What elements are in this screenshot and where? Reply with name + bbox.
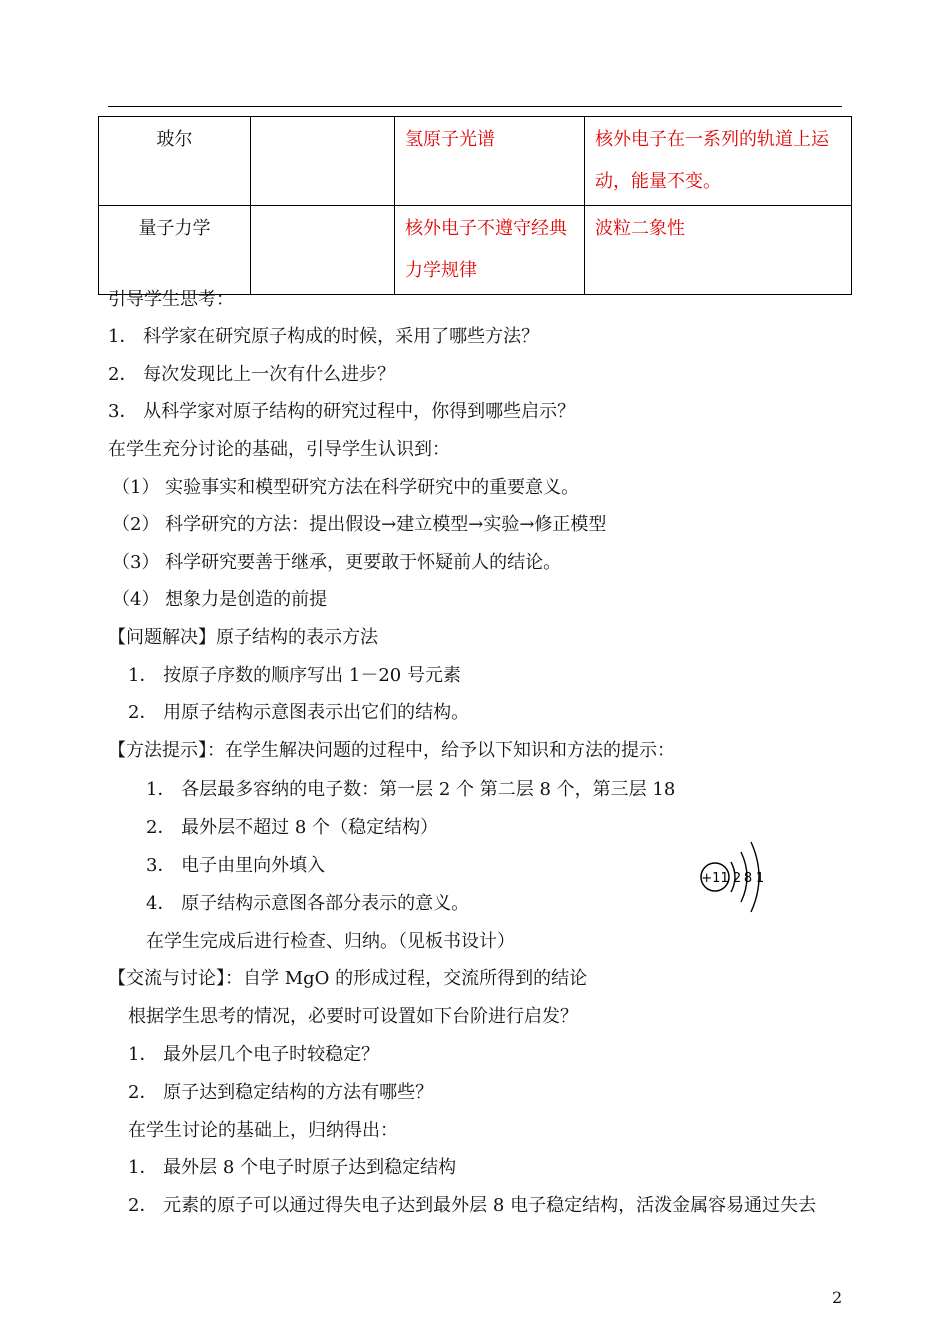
history-table (98, 116, 852, 295)
text-line: （1） 实验事实和模型研究方法在科学研究中的重要意义。 (112, 477, 580, 498)
table-cell: 核外电子不遵守经典力学规律 (395, 206, 585, 295)
text-line: 1． 按原子序数的顺序写出 1－20 号元素 (128, 665, 461, 686)
text-line: 根据学生思考的情况，必要时可设置如下台阶进行启发？ (128, 1006, 578, 1027)
shell-2-count: 8 (743, 871, 753, 886)
text-line: 1． 各层最多容纳的电子数：第一层 2 个 第二层 8 个，第三层 18 (146, 779, 676, 800)
table-row (99, 117, 852, 206)
section-heading: 【问题解决】原子结构的表示方法 (108, 627, 378, 648)
page-number: 2 (832, 1288, 843, 1307)
text-line: 1． 最外层几个电子时较稳定？ (128, 1044, 380, 1065)
shell-3-count: 1 (755, 871, 765, 886)
table-cell (251, 117, 395, 206)
text-line: 4． 原子结构示意图各部分表示的意义。 (146, 893, 470, 914)
table-cell: 核外电子在一系列的轨道上运动，能量不变。 (585, 117, 852, 206)
table-cell: 氢原子光谱 (395, 117, 585, 206)
text-line: （2） 科学研究的方法：提出假设→建立模型→实验→修正模型 (112, 514, 607, 535)
table-cell-name: 玻尔 (99, 117, 251, 206)
text-line: 2． 元素的原子可以通过得失电子达到最外层 8 电子稳定结构，活泼金属容易通过失去 (128, 1195, 817, 1216)
text-line: （4） 想象力是创造的前提 (112, 589, 328, 610)
text-line: 1． 最外层 8 个电子时原子达到稳定结构 (128, 1157, 457, 1178)
table-cell: 波粒二象性 (585, 206, 852, 295)
text-line: 3． 从科学家对原子结构的研究过程中，你得到哪些启示？ (108, 401, 576, 422)
text-line: （3） 科学研究要善于继承，更要敢于怀疑前人的结论。 (112, 552, 562, 573)
text-line: 引导学生思考： (108, 289, 234, 310)
table-cell-name: 量子力学 (99, 206, 251, 295)
header-rule (108, 106, 842, 107)
text-line: 在学生完成后进行检查、归纳。（见板书设计） (146, 931, 515, 952)
table-cell (251, 206, 395, 295)
text-line: 2． 原子达到稳定结构的方法有哪些？ (128, 1082, 434, 1103)
section-heading: 【方法提示】：在学生解决问题的过程中，给予以下知识和方法的提示： (108, 740, 675, 761)
nucleus-charge: +11 (701, 871, 729, 886)
section-heading: 【交流与讨论】：自学 MgO 的形成过程，交流所得到的结论 (108, 968, 588, 989)
text-line: 在学生讨论的基础上，归纳得出： (128, 1120, 398, 1141)
table-row (99, 206, 852, 295)
text-line: 3． 电子由里向外填入 (146, 855, 326, 876)
text-line: 2． 用原子结构示意图表示出它们的结构。 (128, 702, 470, 723)
text-line: 2． 最外层不超过 8 个（稳定结构） (146, 817, 439, 838)
atom-structure-diagram (695, 832, 775, 922)
shell-1-count: 2 (732, 871, 742, 886)
text-line: 2． 每次发现比上一次有什么进步？ (108, 364, 396, 385)
text-line: 1． 科学家在研究原子构成的时候，采用了哪些方法？ (108, 326, 540, 347)
text-line: 在学生充分讨论的基础，引导学生认识到： (108, 439, 450, 460)
